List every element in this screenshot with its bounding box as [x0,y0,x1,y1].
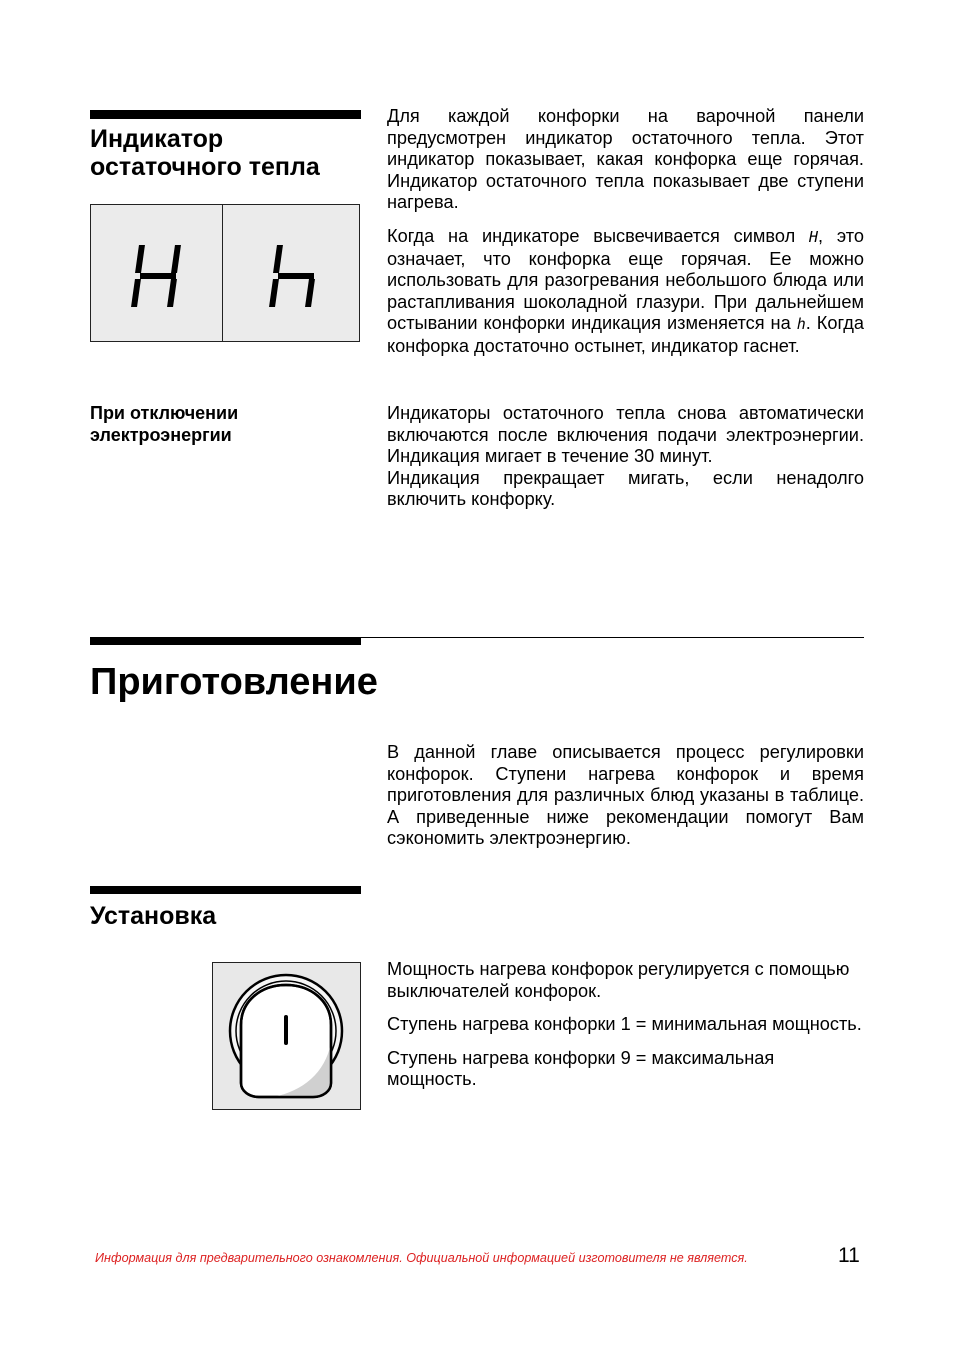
symbol-h: h [796,315,806,334]
setting-paragraph-3: Ступень нагрева конфорки 9 = максимальная мощность. [387,1047,775,1090]
power-off-text [387,403,864,511]
digit-H-icon [131,243,183,309]
knob-icon [213,963,360,1109]
power-off-paragraph-2: Индикация прекращает мигать, если ненадолго включить конфорку. [387,467,864,510]
chapter-intro: В данной главе описывается процесс регулировки конфорок. Ступени нагрева конфорок и время приготовления для различных блюд указаны в таблице. А приведенные ниже рекомендации помогут Вам сэкономить электроэнергию. [387,742,864,849]
residual-heat-paragraph-1: Для каждой конфорки на варочной панели предусмотрен индикатор остаточного тепла. Этот индикатор показывает, какая конфорка еще горячая. Индикатор остаточного тепла показывает две ступени нагрева. [387,106,864,213]
section-title-setting: Установка [90,902,217,930]
setting-paragraph-2: Ступень нагрева конфорки 1 = минимальная мощность. [387,1014,862,1035]
knob-illustration [212,962,361,1110]
side-line-2: электроэнергии [90,425,232,445]
section-rule-residual-heat [90,110,361,119]
section-rule-setting [90,886,361,894]
digit-h-icon [269,243,321,309]
section-title-residual-heat [90,125,365,181]
footer-disclaimer: Информация для предварительного ознакомления. Официальной информацией изготовителя не является. [95,1251,748,1265]
power-off-paragraph-1: Индикаторы остаточного тепла снова автоматически включаются после включения подачи электроэнергии. Индикация мигает в течение 30 минут. [387,403,864,467]
chapter-rule-thin [361,637,864,638]
title-line-1: Индикатор [90,125,224,153]
title-line-2: остаточного тепла [90,153,320,181]
residual-heat-display-illustration [90,204,360,342]
residual-heat-paragraph-2: Когда на индикаторе высвечивается символ H, это означает, что конфорка еще горячая. Ее можно использовать для разогревания небольшого блюда или растапливания шоколадной глазури. При дальнейшем остывании конфорки индикация изменяется на h. Когда конфорка достаточно остынет, индикатор гаснет. [387,225,865,356]
chapter-title: Приготовление [90,661,378,703]
power-off-side-heading [90,402,365,446]
setting-paragraph-1: Мощность нагрева конфорок регулируется с помощью выключателей конфорок. [387,959,850,1001]
side-line-1: При отключении [90,403,239,423]
symbol-H: H [809,227,819,246]
page-number: 11 [838,1244,860,1267]
display-divider [222,205,223,341]
residual-heat-text [387,106,864,358]
chapter-rule-thick [90,637,361,645]
setting-text [387,959,864,1091]
